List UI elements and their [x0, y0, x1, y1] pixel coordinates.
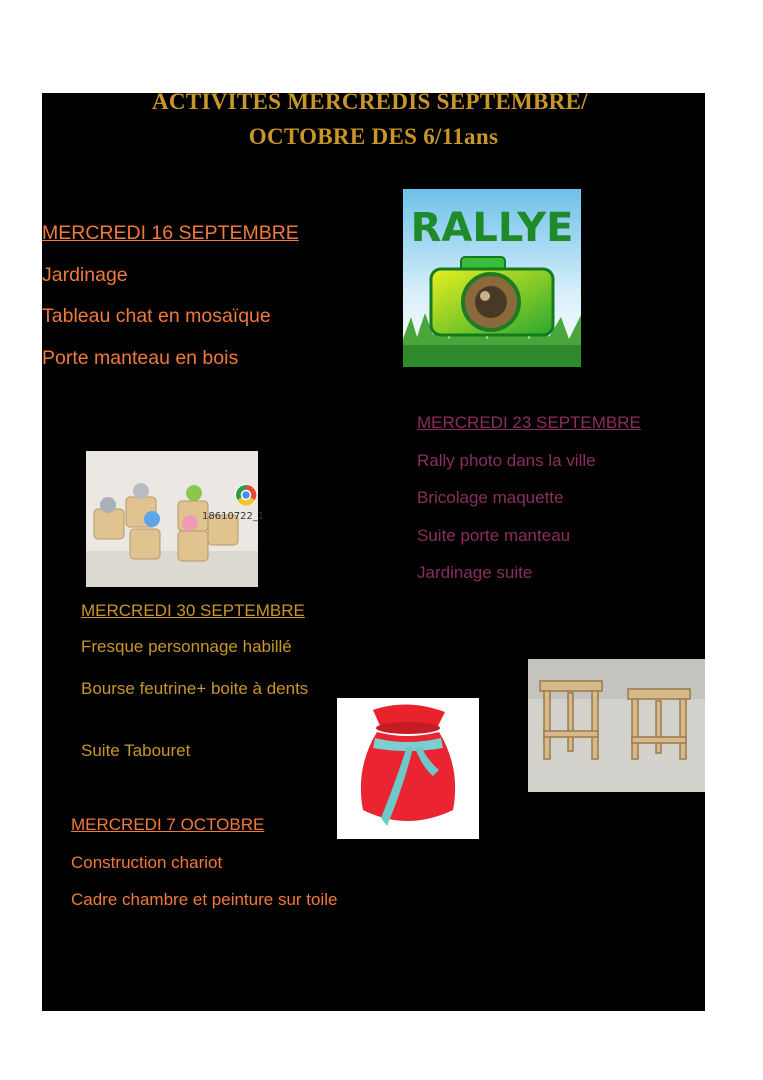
day-block-30-sept [81, 601, 311, 777]
poster-title-line-1: ACTIVITES MERCREDIS SEPTEMBRE/ [152, 89, 588, 114]
activity-item: Tableau chat en mosaïque [42, 305, 271, 327]
activity-item: Bricolage maquette [417, 488, 564, 507]
day-block-7-oct [71, 815, 337, 928]
activity-item: Suite porte manteau [417, 525, 571, 545]
activity-item: Fresque personnage habillé [81, 637, 292, 656]
activity-item: Porte manteau en bois [42, 346, 239, 369]
day-heading: MERCREDI 7 OCTOBRE [71, 815, 265, 834]
rallye-camera-image [403, 189, 581, 367]
file-label: 18610722_1 [202, 511, 265, 522]
day-block-16-sept [42, 222, 299, 388]
felt-pouch-image [337, 698, 479, 839]
wooden-stools-image [528, 659, 705, 792]
activity-item: Bourse feutrine+ boite à dents [81, 679, 309, 698]
day-heading: MERCREDI 30 SEPTEMBRE [81, 601, 305, 620]
tooth-boxes-image [86, 451, 265, 587]
activity-item: Rally photo dans la ville [417, 450, 596, 470]
activity-item: Jardinage [42, 263, 128, 286]
day-heading: MERCREDI 16 SEPTEMBRE [42, 222, 299, 244]
day-block-23-sept [417, 413, 641, 601]
activity-item: Construction chariot [71, 852, 223, 872]
activity-item: Cadre chambre et peinture sur toile [71, 890, 338, 909]
poster-title-line-2: OCTOBRE DES 6/11ans [248, 124, 499, 149]
activity-item: Suite Tabouret [81, 741, 191, 760]
rallye-text: RALLYE [410, 205, 574, 251]
day-heading: MERCREDI 23 SEPTEMBRE [417, 413, 641, 432]
activity-item: Jardinage suite [417, 563, 533, 582]
